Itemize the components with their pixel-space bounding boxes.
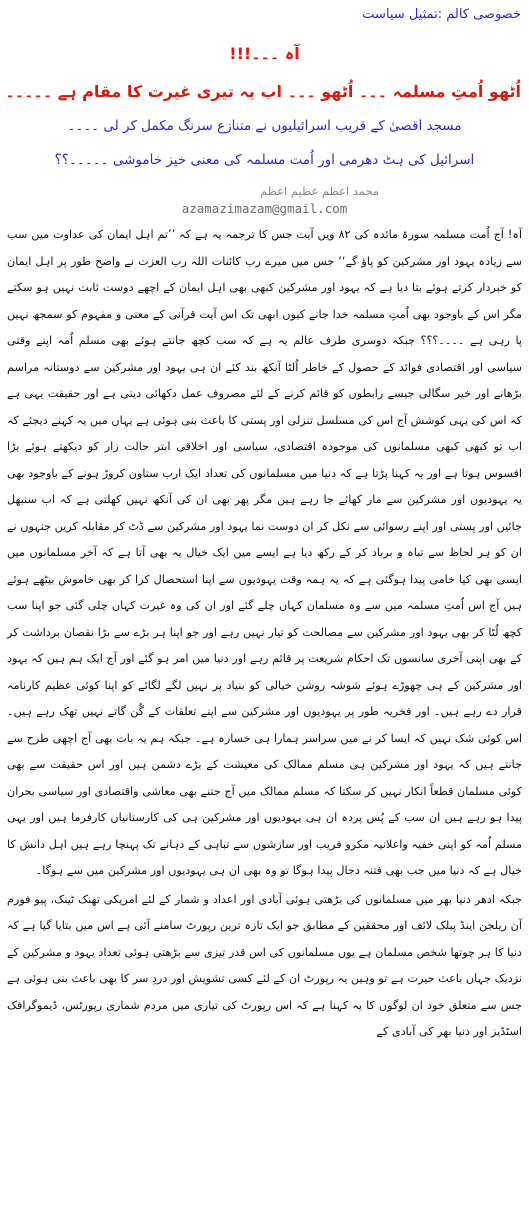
subheadline-tunnel: مسجد اقصیٰ کے قریب اسرائیلیوں نے متنازع سرنگ مکمل کر لی ۔۔۔۔ bbox=[67, 118, 462, 134]
author-email-link[interactable]: azamazimazam@gmail.com bbox=[181, 201, 348, 216]
article-body bbox=[7, 222, 522, 1046]
headline-exclamation: آہ ۔۔۔!!! bbox=[229, 44, 300, 63]
column-title: خصوصی کالم :تمثیل سیاست bbox=[362, 7, 521, 22]
subheadline-silence: اسرائیل کی ہٹ دھرمی اور اُمت مسلمہ کی معنی خیز خاموشی ۔۔۔۔۔؟؟ bbox=[54, 152, 475, 168]
author-name: محمد اعظم عظیم اعظم bbox=[260, 184, 379, 198]
headline-main: اُٹھو اُمتِ مسلمہ ۔۔۔ اُٹھو ۔۔۔ اب یہ تیری غیرت کا مقام ہے ۔۔۔۔۔ bbox=[5, 82, 521, 101]
article-paragraph: آہ! آج اُمت مسلمہ سورۃ مائدہ کی ۸۲ ویں آیت جس کا ترجمہ یہ ہے کہ ’’تم اہل ایمان کی عداوت میں سب سے زیادہ یہود اور مشرکین کو پاؤ گے‘‘ جس میں میرے رب کائنات اللہ رب العزت نے واضح طور پر اہل ایمان کو خبردار کرتے ہوئے بتا دیا ہے کہ یہود اور مشرکین کبھی بھی اہل ایمان کے اچھے دوست ثابت نہیں ہو سکتے مگر اس کے باوجود بھی اُمتِ مسلمہ خدا جانے کیوں ابھی تک اس آیت قرآنی کے معنی و مفہوم کو سمجھ نہیں پا رہی ہے ۔۔۔۔؟؟؟ جبکہ دوسری طرف عالم یہ ہے کہ سب کچھ جانتے ہوئے بھی مسلم اُمہ اپنے وقتی سیاسی اور اقتصادی فوائد کے حصول کے خاطر اُلٹا آنکھ بند کئے ان ہی یہود اور مشرکین سے دوستانہ مراسم بڑھانے اور خیر سگالی جیسے رابطوں کو قائم کرنے کے لئے مصروف عمل دکھائی دیتی ہے اور حقیقت یہی ہے کہ اس کی یہی کوشش آج اس کی مسلسل تنزلی اور پستی کا باعث بنی ہوئی ہے یہاں میں یہ کہنے دیجئے کہ اب تو کبھی کبھی مسلمانوں کی موجودہ اقتصادی، سیاسی اور اخلاقی ابتر حالت زار کو دیکھتے ہوئے بڑا افسوس ہوتا ہے اور یہ کہنا پڑتا ہے کہ دنیا میں مسلمانوں کی تعداد ایک ارب ستاون کروڑ ہونے کے باوجود بھی یہ یہودیوں اور مشرکین سے مار کھائے جا رہے ہیں مگر پھر بھی ان کی آنکھ نہیں کھلتی ہے کہ اب سنبھل جائیں اور پستی اور اپنے رسوائی سے نکل کر ان دوست نما یہود اور مشرکین سے ڈٹ کر مقابلہ کریں جنہوں نے ان کو ہر لحاظ سے تباہ و برباد کر کے رکھ دیا ہے ایسے میں ایک خیال یہ بھی آتا ہے کہ آخر مسلمانوں میں ایسی بھی کیا خامی پیدا ہوگئی ہے کہ یہ ہمہ وقت یہودیوں سے اپنا استحصال کرا کر بھی خاموش بیٹھے ہوئے ہیں آج اس اُمتِ مسلمہ میں سے وہ مسلمان کہاں چلے گئے اور ان کی وہ غیرت کہاں چلی گئی جو اپنا سب کچھ لُٹا کر بھی یہود اور مشرکین سے مصالحت کو تیار نہیں رہے اور جو اپنا ہر بڑے سے بڑا نقصان برداشت کر کے بھی اپنی آخری سانسوں تک احکام شریعت پر قائم رہے اور دنیا میں امر ہو گئے اور آج ایک ہم ہیں کہ یہود اور مشرکین کے ہی چھوڑے ہوئے شوشہ روشن خیالی کو بنیاد پر نہیں لگے لگائے کو اپنا کوئی عظیم کارنامہ قرار دے رہے ہیں۔ اور فخریہ طور پر یہودیوں اور مشرکین سے اپنے تعلقات کے گُن گاتے نہیں تھک رہے ہیں۔ اس کوئی شک نہیں کہ ایسا کر نے میں سراسر ہمارا ہی خسارہ ہے۔ جبکہ ہم یہ بات بھی آج اچھی طرح سے جانتے ہیں کہ یہود اور مشرکین ہی مسلم ممالک کی معیشت کے بڑے دشمن ہیں اور اس حقیقت سے بھی کوئی مسلمان قطعاً انکار نہیں کر سکتا کہ مسلم ممالک میں آج جتنے بھی معاشی واقتصادی اور سیاسی بحران پیدا ہو رہے ہیں ان سب کے پُس پردہ ان ہی یہودیوں اور مشرکین ہی کی کارستانیاں کارفرما ہیں اور یہی مسلم اُمہ کو اپنی خفیہ واعلانیہ مکرو فریب اور سازشوں سے تباہی کے دہانے تک پہنچا رہے ہیں اہل دانش کا خیال ہے کہ دنیا میں جب بھی فتنہ دجال پیدا ہوگا تو وہ بھی ان ہی یہودیوں اور مشرکین میں سے ہوگا۔ bbox=[7, 228, 522, 877]
article-paragraph: جبکہ ادھر دنیا بھر میں مسلمانوں کی بڑھتی ہوئی آبادی اور اعداد و شمار کے لئے امریکی تھنک ٹینک، پیو فورم آن ریلجن اینڈ پبلک لائف اور محققین کے مطابق جو ایک تازہ ترین رپورٹ سامنے آئی ہے اس میں بتایا گیا ہے کہ دنیا کا ہر چوتھا شخص مسلمان ہے یوں مسلمانوں کی اس قدر تیزی سے بڑھتی ہوئی تعداد یہود و مشرکین کے نزدیک جہاں باعث حیرت ہے تو وہیں یہ رپورٹ ان کے لئے کسی تشویش اور دردِ سر کا بھی باعث بنی ہوئی ہے جس سے متعلق خود ان لوگوں کا یہ کہنا ہے کہ اس رپورٹ کی تیاری میں مردم شماری رپورٹس، ڈیموگرافک اسٹڈیز اور دنیا بھر کی آبادی کے bbox=[7, 892, 522, 1038]
